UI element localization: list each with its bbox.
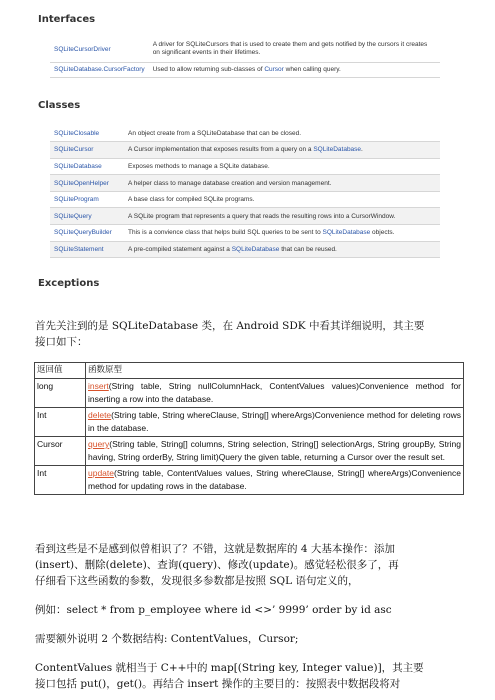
intro-line-1: 首先关注到的是 SQLiteDatabase 类，在 Android SDK 中看其详细说明，其主要: [35, 320, 425, 332]
header-prototype: 函数原型: [86, 363, 464, 379]
sqlitedatabase-link[interactable]: SQLiteDatabase: [231, 245, 280, 253]
table-row: [35, 408, 464, 437]
class-link[interactable]: SQLiteClosable: [50, 125, 124, 142]
interface-link-cursor-driver[interactable]: SQLiteCursorDriver: [50, 37, 149, 62]
prototype-cell: insert(String table, String nullColumnHack, ContentValues values)Convenience method for inserting a row into the database.: [86, 379, 464, 408]
class-link[interactable]: SQLiteDatabase: [50, 158, 124, 175]
table-row: [50, 241, 440, 258]
update-link[interactable]: update: [88, 468, 114, 478]
example-sql: 例如：select * from p_employee where id <>’ 9999’ order by id asc: [35, 604, 392, 616]
table-row: [50, 62, 440, 77]
table-row: [50, 225, 440, 242]
return-type: long: [35, 379, 86, 408]
class-link[interactable]: SQLiteStatement: [50, 241, 124, 258]
exceptions-heading: Exceptions: [38, 278, 100, 289]
para3-line-1: ContentValues 就相当于 C++中的 map[(String key, Integer value)]，其主要: [35, 662, 424, 674]
interface-desc: A driver for SQLiteCursors that is used to create them and gets notified by the cursors it creates on significant events in their lifetimes.: [149, 37, 440, 62]
class-desc: An object create from a SQLiteDatabase that can be closed.: [124, 125, 440, 142]
table-row: [35, 466, 464, 495]
interfaces-heading: Interfaces: [38, 14, 96, 25]
class-link[interactable]: SQLiteCursor: [50, 142, 124, 159]
para2: 需要额外说明 2 个数据结构: ContentValues，Cursor;: [35, 633, 299, 645]
return-type: Int: [35, 408, 86, 437]
class-desc: This is a convience class that helps build SQL queries to be sent to SQLiteDatabase objects.: [124, 225, 440, 242]
table-row: [50, 191, 440, 208]
para1-line-3: 仔细看下这些函数的参数，发现很多参数都是按照 SQL 语句定义的，: [35, 575, 359, 587]
para3-line-2: 接口包括 put()，get()。再结合 insert 操作的主要目的：按照表中数据段将对: [35, 678, 401, 690]
para1-line-1: 看到这些是不是感到似曾相识了？不错，这就是数据库的 4 大基本操作：添加: [35, 543, 395, 555]
return-type: Int: [35, 466, 86, 495]
sqlitedatabase-link[interactable]: SQLiteDatabase: [313, 146, 362, 154]
class-desc: A pre-compiled statement against a SQLiteDatabase that can be reused.: [124, 241, 440, 258]
table-row: [50, 125, 440, 142]
sqlitedatabase-link[interactable]: SQLiteDatabase: [322, 229, 371, 237]
return-type: Cursor: [35, 437, 86, 466]
query-link[interactable]: query: [88, 439, 110, 449]
class-desc: A SQLite program that represents a query that reads the resulting rows into a CursorWindow.: [124, 208, 440, 225]
prototype-cell: delete(String table, String whereClause, String[] whereArgs)Convenience method for deleting rows in the database.: [86, 408, 464, 437]
class-desc: A base class for compiled SQLite programs.: [124, 191, 440, 208]
delete-link[interactable]: delete: [88, 410, 112, 420]
intro-line-2: 接口如下：: [35, 336, 88, 348]
table-row: [50, 175, 440, 192]
class-link[interactable]: SQLiteOpenHelper: [50, 175, 124, 192]
class-desc: A Cursor implementation that exposes results from a query on a SQLiteDatabase.: [124, 142, 440, 159]
cursor-link[interactable]: Cursor: [264, 66, 284, 73]
prototype-cell: query(String table, String[] columns, String selection, String[] selectionArgs, String groupBy, String having, String orderBy, String limit)Query the given table, returning a Cursor over the result set.: [86, 437, 464, 466]
class-desc: Exposes methods to manage a SQLite database.: [124, 158, 440, 175]
interface-link-cursor-factory[interactable]: SQLiteDatabase.CursorFactory: [50, 62, 149, 77]
table-row: [50, 37, 440, 62]
interfaces-table: [50, 37, 440, 78]
table-row: [50, 158, 440, 175]
table-row: [50, 208, 440, 225]
classes-table: [50, 125, 440, 258]
prototype-cell: update(String table, ContentValues values, String whereClause, String[] whereArgs)Convenience method for updating rows in the database.: [86, 466, 464, 495]
class-desc: A helper class to manage database creation and version management.: [124, 175, 440, 192]
table-row: [35, 379, 464, 408]
table-header-row: [35, 363, 464, 379]
class-link[interactable]: SQLiteQueryBuilder: [50, 225, 124, 242]
api-table: [34, 362, 464, 495]
classes-heading: Classes: [38, 100, 81, 111]
para1-line-2: (insert)、删除(delete)、查询(query)、修改(update)。感觉轻松很多了，再: [35, 559, 399, 571]
table-row: [50, 142, 440, 159]
insert-link[interactable]: insert: [88, 381, 109, 391]
class-link[interactable]: SQLiteQuery: [50, 208, 124, 225]
header-return: 返回值: [35, 363, 86, 379]
interface-desc: Used to allow returning sub-classes of Cursor when calling query.: [149, 62, 440, 77]
class-link[interactable]: SQLiteProgram: [50, 191, 124, 208]
table-row: [35, 437, 464, 466]
